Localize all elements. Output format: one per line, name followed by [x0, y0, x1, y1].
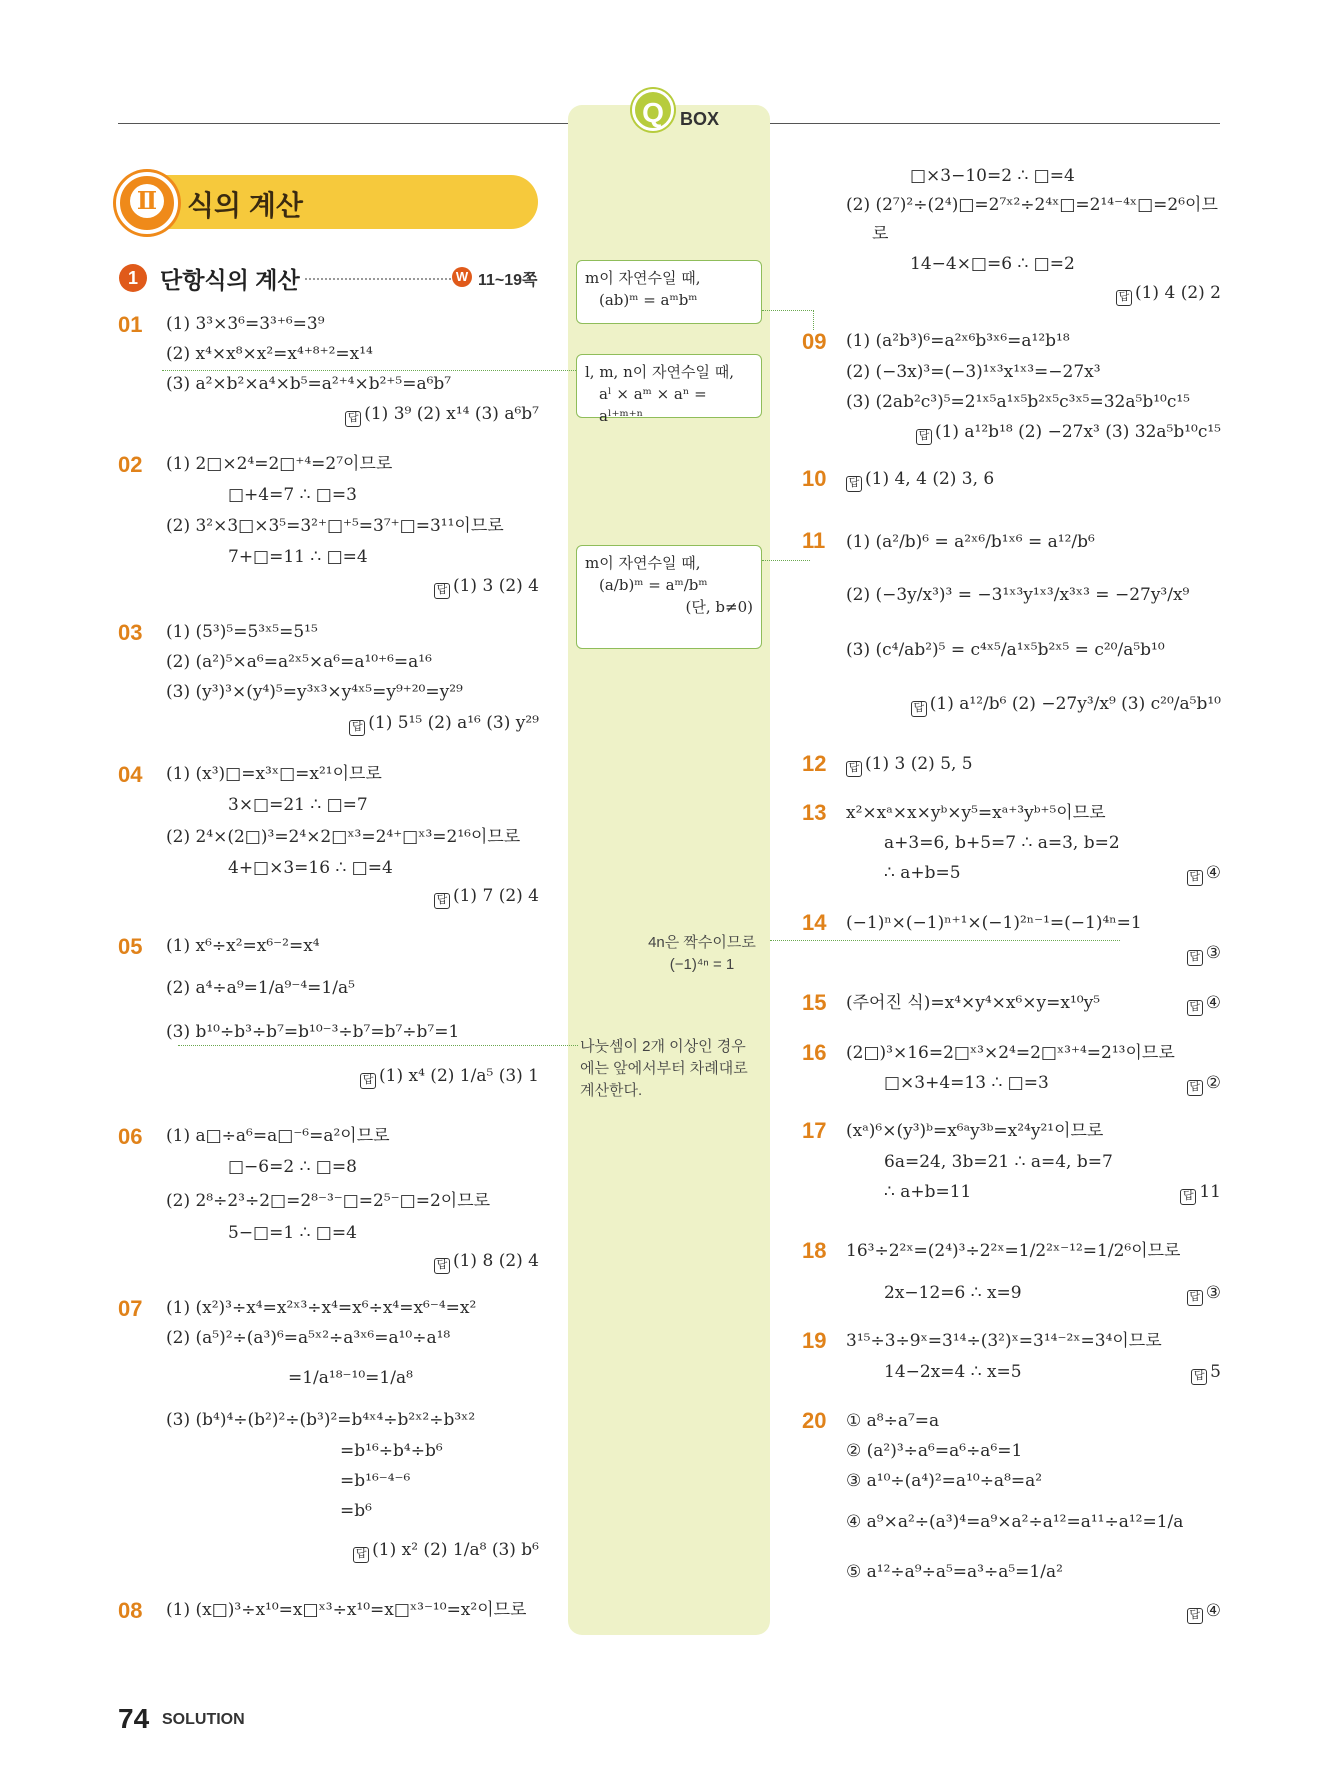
- answer-text: (1) 5¹⁵ (2) a¹⁶ (3) y²⁹: [368, 713, 539, 733]
- connector-line: [762, 560, 810, 561]
- answer-text: ②: [1205, 1073, 1221, 1093]
- problem-number: 19: [802, 1328, 827, 1353]
- problem-number: 15: [802, 990, 827, 1015]
- problem-number: 16: [802, 1040, 827, 1065]
- qbox-line: (a/b)ᵐ = aᵐ/bᵐ: [599, 576, 708, 594]
- solution-line: 16³÷2²ˣ=(2⁴)³÷2²ˣ=1/2²ˣ⁻¹²=1/2⁶이므로: [846, 1241, 1181, 1261]
- answer-text: (1) 3 (2) 5, 5: [865, 754, 973, 774]
- solution-line: (2) x⁴×x⁸×x²=x⁴⁺⁸⁺²=x¹⁴: [166, 344, 373, 364]
- problem-number: 17: [802, 1118, 827, 1143]
- qnote-line: 계산한다.: [580, 1082, 643, 1099]
- solution-line: (3) a²×b²×a⁴×b⁵=a²⁺⁴×b²⁺⁵=a⁶b⁷: [166, 374, 452, 394]
- problem-number: 18: [802, 1238, 827, 1263]
- solution-line: ∴ a+b=11: [884, 1182, 972, 1202]
- solution-line: □×3−10=2 ∴ □=4: [910, 166, 1075, 186]
- answer-icon: 답: [1187, 1608, 1203, 1624]
- answer-text: (1) a¹²/b⁶ (2) −27y³/x⁹ (3) c²⁰/a⁵b¹⁰: [929, 694, 1221, 714]
- problem-number: 14: [802, 910, 827, 935]
- answer-icon: 답: [1187, 1290, 1203, 1306]
- answer-text: ④: [1205, 863, 1221, 883]
- section-leader-dots: [305, 278, 455, 280]
- solution-line: (3) b¹⁰÷b³÷b⁷=b¹⁰⁻³÷b⁷=b⁷÷b⁷=1: [166, 1022, 460, 1042]
- solution-line: (1) (5³)⁵=5³ˣ⁵=5¹⁵: [166, 622, 318, 642]
- solution-line: 3×□=21 ∴ □=7: [228, 795, 368, 815]
- qbox-note-4: [646, 932, 758, 976]
- solution-line: □+4=7 ∴ □=3: [228, 485, 357, 505]
- solution-line: (1) (x³)□=x³ˣ□=x²¹이므로: [166, 764, 382, 784]
- section-title: 단항식의 계산: [160, 267, 300, 293]
- answer: [1187, 1601, 1221, 1624]
- answer: [1191, 1362, 1221, 1385]
- page-number: 74: [118, 1703, 150, 1734]
- qbox-line: (단, b≠0): [685, 598, 753, 616]
- answer-text: ③: [1205, 943, 1221, 963]
- solution-line: (2) (−3x)³=(−3)¹ˣ³x¹ˣ³=−27x³: [846, 362, 1101, 382]
- solution-line: =b¹⁶⁻⁴⁻⁶: [340, 1471, 411, 1491]
- qbox-line: m이 자연수일 때,: [585, 554, 701, 572]
- connector-line: [813, 310, 814, 330]
- solution-line: (2) (−3y/x³)³ = −3¹ˣ³y¹ˣ³/x³ˣ³ = −27y³/x⁹: [846, 585, 1190, 605]
- answer-icon: 답: [360, 1073, 376, 1089]
- solution-line: ∴ a+b=5: [884, 863, 961, 883]
- solution-line: (1) (x²)³÷x⁴=x²ˣ³÷x⁴=x⁶÷x⁴=x⁶⁻⁴=x²: [166, 1298, 477, 1318]
- answer: [1187, 1073, 1221, 1096]
- footer-label: SOLUTION: [162, 1711, 245, 1728]
- answer-text: ③: [1205, 1283, 1221, 1303]
- answer-text: 11: [1199, 1182, 1221, 1202]
- problem-number: 05: [118, 934, 143, 959]
- qbox-note-5: [580, 1036, 770, 1102]
- solution-line: ① a⁸÷a⁷=a: [846, 1411, 940, 1431]
- connector-line: [762, 310, 814, 311]
- answer-icon: 답: [1187, 1080, 1203, 1096]
- solution-line: (1) (x□)³÷x¹⁰=x□ˣ³÷x¹⁰=x□ˣ³⁻¹⁰=x²이므로: [166, 1600, 527, 1620]
- answer-icon: 답: [846, 761, 862, 777]
- answer-icon: 답: [911, 701, 927, 717]
- solution-line: (1) a□÷a⁶=a□⁻⁶=a²이므로: [166, 1126, 390, 1146]
- solution-line: 3¹⁵÷3÷9ˣ=3¹⁴÷(3²)ˣ=3¹⁴⁻²ˣ=3⁴이므로: [846, 1331, 1162, 1351]
- solution-line: (3) (2ab²c³)⁵=2¹ˣ⁵a¹ˣ⁵b²ˣ⁵c³ˣ⁵=32a⁵b¹⁰c¹⁵: [846, 392, 1190, 412]
- solution-line: [846, 469, 994, 492]
- qnote-line: (−1)⁴ⁿ = 1: [669, 956, 735, 973]
- answer-text: (1) 7 (2) 4: [452, 886, 539, 906]
- workbook-icon: W: [452, 267, 472, 287]
- chapter-number: Ⅱ: [130, 184, 164, 218]
- answer-text: (1) 4, 4 (2) 3, 6: [865, 469, 995, 489]
- problem-number: 06: [118, 1124, 143, 1149]
- problem-number: 01: [118, 312, 143, 337]
- problem-number: 08: [118, 1598, 143, 1623]
- answer: [434, 886, 539, 909]
- solution-line: 14−2x=4 ∴ x=5: [884, 1362, 1022, 1382]
- solution-line: (3) (c⁴/ab²)⁵ = c⁴ˣ⁵/a¹ˣ⁵b²ˣ⁵ = c²⁰/a⁵b¹⁰: [846, 640, 1165, 660]
- answer-icon: 답: [1180, 1189, 1196, 1205]
- answer: [345, 404, 539, 427]
- qbox-note-2: [576, 354, 762, 425]
- solution-line: (3) (y³)³×(y⁴)⁵=y³ˣ³×y⁴ˣ⁵=y⁹⁺²⁰=y²⁹: [166, 682, 463, 702]
- solution-line: 2x−12=6 ∴ x=9: [884, 1283, 1022, 1303]
- answer-icon: 답: [1191, 1369, 1207, 1385]
- solution-line: (1) 2□×2⁴=2□⁺⁴=2⁷이므로: [166, 454, 393, 474]
- solution-line: (−1)ⁿ×(−1)ⁿ⁺¹×(−1)²ⁿ⁻¹=(−1)⁴ⁿ=1: [846, 913, 1142, 933]
- solution-line: □−6=2 ∴ □=8: [228, 1157, 357, 1177]
- solution-line: (2□)³×16=2□ˣ³×2⁴=2□ˣ³⁺⁴=2¹³이므로: [846, 1043, 1175, 1063]
- answer-text: ④: [1205, 1601, 1221, 1621]
- qbox-label: BOX: [680, 109, 720, 129]
- solution-line: a+3=6, b+5=7 ∴ a=3, b=2: [884, 833, 1120, 853]
- answer: [434, 576, 539, 599]
- answer-icon: 답: [846, 476, 862, 492]
- problem-number: 11: [802, 528, 826, 553]
- answer-icon: 답: [345, 411, 361, 427]
- chapter-banner: [120, 175, 538, 229]
- solution-line: □×3+4=13 ∴ □=3: [884, 1073, 1049, 1093]
- answer: [434, 1251, 539, 1274]
- problem-number: 07: [118, 1296, 143, 1321]
- qnote-line: 4n은 짝수이므로: [648, 934, 756, 951]
- problem-number: 02: [118, 452, 143, 477]
- solution-line: (2) (2⁷)²÷(2⁴)□=2⁷ˣ²÷2⁴ˣ□=2¹⁴⁻⁴ˣ□=2⁶이므: [846, 195, 1218, 215]
- answer-icon: 답: [434, 583, 450, 599]
- answer-icon: 답: [916, 429, 932, 445]
- problem-number: 09: [802, 329, 827, 354]
- qbox-column: [568, 105, 770, 1635]
- answer-icon: 답: [1116, 290, 1132, 306]
- solution-line: 로: [872, 224, 889, 244]
- connector-line: [770, 940, 1120, 941]
- solution-line: (3) (b⁴)⁴÷(b²)²÷(b³)²=b⁴ˣ⁴÷b²ˣ²÷b³ˣ²: [166, 1410, 476, 1430]
- solution-line: (주어진 식)=x⁴×y⁴×x⁶×y=x¹⁰y⁵: [846, 993, 1101, 1013]
- section-pages: 11~19쪽: [478, 272, 538, 289]
- answer-icon: 답: [353, 1547, 369, 1563]
- problem-number: 12: [802, 751, 827, 776]
- solution-line: (2) (a²)⁵×a⁶=a²ˣ⁵×a⁶=a¹⁰⁺⁶=a¹⁶: [166, 652, 432, 672]
- solution-line: (xᵃ)⁶×(y³)ᵇ=x⁶ᵃy³ᵇ=x²⁴y²¹이므로: [846, 1121, 1104, 1141]
- answer: [1187, 1283, 1221, 1306]
- section-number: 1: [119, 264, 147, 292]
- answer: [911, 694, 1221, 717]
- answer-text: (1) 8 (2) 4: [452, 1251, 539, 1271]
- solution-line: =b¹⁶÷b⁴÷b⁶: [340, 1441, 443, 1461]
- answer-icon: 답: [349, 720, 365, 736]
- answer: [916, 422, 1221, 445]
- answer-icon: 답: [1187, 950, 1203, 966]
- answer-text: (1) 4 (2) 2: [1134, 283, 1221, 303]
- answer: [1187, 943, 1221, 966]
- solution-line: (1) (a²/b)⁶ = a²ˣ⁶/b¹ˣ⁶ = a¹²/b⁶: [846, 532, 1095, 552]
- qbox-line: aˡ × aᵐ × aⁿ = aˡ⁺ᵐ⁺ⁿ: [599, 385, 707, 425]
- answer-text: 5: [1210, 1362, 1221, 1382]
- problem-number: 10: [802, 466, 827, 491]
- answer-icon: 답: [1187, 1000, 1203, 1016]
- qbox-badge: Q: [632, 89, 674, 131]
- answer-text: (1) x⁴ (2) 1/a⁵ (3) 1: [379, 1066, 539, 1086]
- solution-line: ③ a¹⁰÷(a⁴)²=a¹⁰÷a⁸=a²: [846, 1471, 1043, 1491]
- solution-line: 7+□=11 ∴ □=4: [228, 547, 368, 567]
- answer: [349, 713, 539, 736]
- answer: [360, 1066, 539, 1089]
- answer-icon: 답: [434, 1258, 450, 1274]
- qbox-line: l, m, n이 자연수일 때,: [585, 363, 734, 381]
- qnote-line: 나눗셈이 2개 이상인 경우: [580, 1038, 746, 1055]
- connector-line: [178, 1045, 578, 1046]
- answer: [1180, 1182, 1221, 1205]
- answer: [1187, 993, 1221, 1016]
- qbox-line: m이 자연수일 때,: [585, 269, 701, 287]
- answer: [1116, 283, 1221, 306]
- answer-icon: 답: [434, 893, 450, 909]
- connector-line: [162, 370, 576, 371]
- solution-line: ④ a⁹×a²÷(a³)⁴=a⁹×a²÷a¹²=a¹¹÷a¹²=1/a: [846, 1512, 1184, 1532]
- solution-line: (1) 3³×3⁶=3³⁺⁶=3⁹: [166, 314, 325, 334]
- answer-text: (1) 3 (2) 4: [452, 576, 539, 596]
- solution-line: x²×xᵃ×x×yᵇ×y⁵=xᵃ⁺³yᵇ⁺⁵이므로: [846, 803, 1106, 823]
- answer-text: ④: [1205, 993, 1221, 1013]
- solution-line: 4+□×3=16 ∴ □=4: [228, 858, 393, 878]
- solution-line: (2) 3²×3□×3⁵=3²⁺□⁺⁵=3⁷⁺□=3¹¹이므로: [166, 516, 504, 536]
- problem-number: 03: [118, 620, 143, 645]
- solution-line: ② (a²)³÷a⁶=a⁶÷a⁶=1: [846, 1441, 1023, 1461]
- qbox-note-3: [576, 545, 762, 649]
- solution-line: 5−□=1 ∴ □=4: [228, 1223, 357, 1243]
- answer: [1187, 863, 1221, 886]
- solution-line: (1) (a²b³)⁶=a²ˣ⁶b³ˣ⁶=a¹²b¹⁸: [846, 331, 1070, 351]
- qbox-note-1: [576, 260, 762, 324]
- answer: [353, 1540, 539, 1563]
- solution-line: ⑤ a¹²÷a⁹÷a⁵=a³÷a⁵=1/a²: [846, 1562, 1063, 1582]
- solution-line: 14−4×□=6 ∴ □=2: [910, 254, 1075, 274]
- solution-line: (2) 2⁴×(2□)³=2⁴×2□ˣ³=2⁴⁺□ˣ³=2¹⁶이므로: [166, 827, 521, 847]
- solution-line: (2) 2⁸÷2³÷2□=2⁸⁻³⁻□=2⁵⁻□=2이므로: [166, 1191, 491, 1211]
- solution-line: (2) (a⁵)²÷(a³)⁶=a⁵ˣ²÷a³ˣ⁶=a¹⁰÷a¹⁸: [166, 1328, 451, 1348]
- answer-text: (1) x² (2) 1/a⁸ (3) b⁶: [372, 1540, 539, 1560]
- answer-icon: 답: [1187, 870, 1203, 886]
- problem-number: 04: [118, 762, 143, 787]
- solution-line: [846, 754, 973, 777]
- solution-line: =b⁶: [340, 1501, 372, 1521]
- qbox-line: (ab)ᵐ = aᵐbᵐ: [599, 291, 698, 309]
- problem-number: 13: [802, 800, 827, 825]
- answer-text: (1) 3⁹ (2) x¹⁴ (3) a⁶b⁷: [364, 404, 539, 424]
- qnote-line: 에는 앞에서부터 차례대로: [580, 1060, 748, 1077]
- solution-line: (1) x⁶÷x²=x⁶⁻²=x⁴: [166, 936, 320, 956]
- chapter-title: 식의 계산: [187, 190, 303, 221]
- solution-line: (2) a⁴÷a⁹=1/a⁹⁻⁴=1/a⁵: [166, 978, 355, 998]
- answer-text: (1) a¹²b¹⁸ (2) −27x³ (3) 32a⁵b¹⁰c¹⁵: [934, 422, 1221, 442]
- solution-line: 6a=24, 3b=21 ∴ a=4, b=7: [884, 1152, 1113, 1172]
- problem-number: 20: [802, 1408, 827, 1433]
- solution-line: =1/a¹⁸⁻¹⁰=1/a⁸: [288, 1368, 413, 1388]
